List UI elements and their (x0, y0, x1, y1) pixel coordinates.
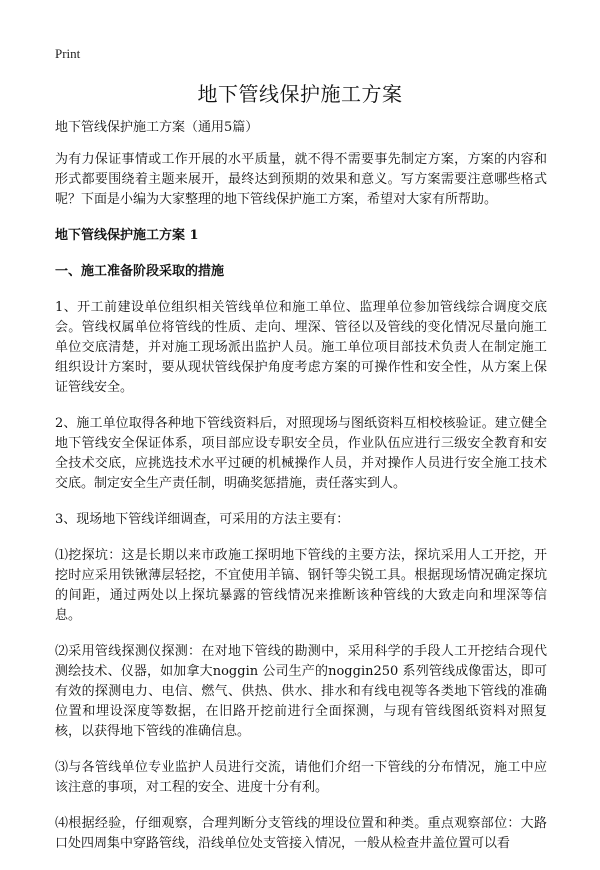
paragraph: ⑵采用管线探测仪探测：在对地下管线的勘测中，采用科学的手段人工开挖结合现代测绘技术、仪器，如加拿大noggin 公司生产的noggin250 系列管线成像雷达，即可有效的探测电力、电信、燃气、供热、供水、排水和有线电视等各类地下管线的准确位置和埋设深度等数据，在旧路开挖前进行全面探测，与现有管线图纸资料对照复核，以获得地下管线的准确信息。 (55, 644, 547, 739)
paragraph: ⑴挖探坑：这是长期以来市政施工探明地下管线的主要方法，探坑采用人工开挖，开挖时应采用铁锹薄层轻挖，不宜使用羊镐、钢钎等尖锐工具。根据现场情况确定探坑的间距，通过两处以上探坑暴露的管线情况来推断该种管线的大致走向和埋深等信息。 (55, 548, 547, 623)
subsection-heading: 一、施工准备阶段采取的措施 (55, 264, 225, 279)
paragraph: ⑷根据经验，仔细观察，合理判断分支管线的埋设位置和种类。重点观察部位：大路口处四周集中穿路管线，沿线单位处支管接入情况，一般从检查井盖位置可以看 (55, 816, 547, 851)
paragraph: 3、现场地下管线详细调查，可采用的方法主要有： (55, 512, 350, 527)
page-title: 地下管线保护施工方案 (197, 82, 403, 106)
print-link[interactable]: Print (55, 46, 81, 61)
section-heading: 地下管线保护施工方案 1 (55, 228, 199, 243)
document-body (55, 118, 547, 870)
paragraph: 1、开工前建设单位组织相关管线单位和施工单位、监理单位参加管线综合调度交底会。管线权属单位将管线的性质、走向、埋深、管径以及管线的变化情况尽量向施工单位交底清楚，并对施工现场派出监护人员。施工单位项目部技术负责人在制定施工组织设计方案时，要从现状管线保护角度考虑方案的可操作性和安全性，从方案上保证管线安全。 (55, 300, 547, 395)
paragraph: ⑶与各管线单位专业监护人员进行交流，请他们介绍一下管线的分布情况，施工中应该注意的事项，对工程的安全、进度十分有利。 (55, 760, 547, 795)
intro-paragraph: 为有力保证事情或工作开展的水平质量，就不得不需要事先制定方案，方案的内容和形式都要围绕着主题来展开，最终达到预期的效果和意义。写方案需要注意哪些格式呢？下面是小编为大家整理的地下管线保护施工方案，希望对大家有所帮助。 (55, 152, 547, 207)
document-subtitle: 地下管线保护施工方案（通用5篇） (55, 120, 259, 135)
paragraph: 2、施工单位取得各种地下管线资料后，对照现场与图纸资料互相校核验证。建立健全地下管线安全保证体系，项目部应设专职安全员，作业队伍应进行三级安全教育和安全技术交底，应挑选技术水平过硬的机械操作人员，并对操作人员进行安全施工技术交底。制定安全生产责任制，明确奖惩措施，责任落实到人。 (55, 416, 547, 491)
